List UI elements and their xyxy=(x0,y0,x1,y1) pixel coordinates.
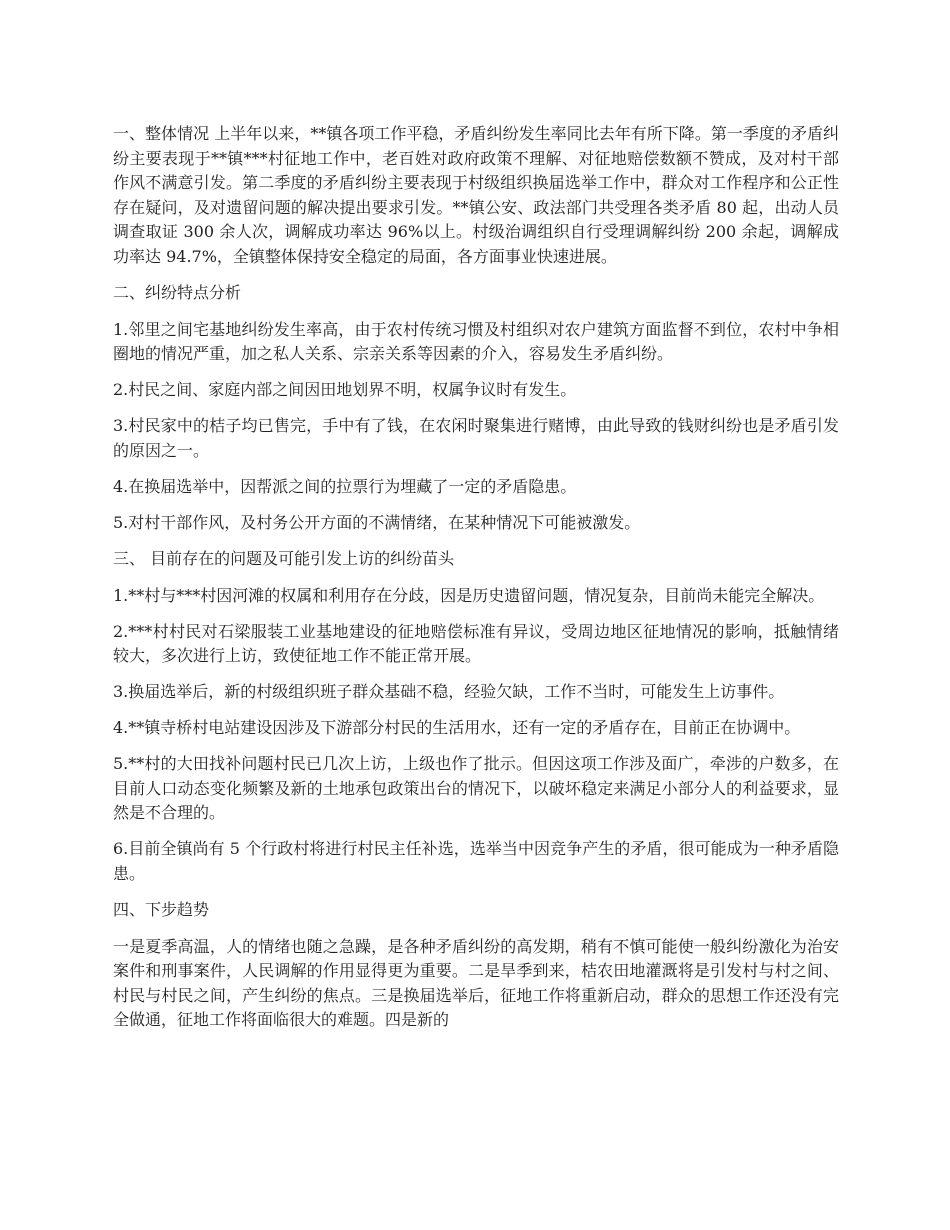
document-body xyxy=(113,122,839,1044)
section-3-item-6: 6.目前全镇尚有 5 个行政村将进行村民主任补选，选举当中因竞争产生的矛盾，很可能成为一种矛盾隐患。 xyxy=(113,839,839,883)
section-2-item-4: 4.在换届选举中，因帮派之间的拉票行为埋藏了一定的矛盾隐患。 xyxy=(113,476,577,496)
section-3-heading: 三、 目前存在的问题及可能引发上访的纠纷苗头 xyxy=(113,548,455,568)
section-3-item-2: 2.***村村民对石梁服装工业基地建设的征地赔偿标准有异议，受周边地区征地情况的影响，抵触情绪较大，多次进行上访，致使征地工作不能正常开展。 xyxy=(113,621,839,665)
section-3-item-5: 5.**村的大田找补问题村民已几次上访，上级也作了批示。但因这项工作涉及面广，牵涉的户数多，在目前人口动态变化频繁及新的土地承包政策出台的情况下，以破坏稳定来满足小部分人的利益要求，显然是不合理的。 xyxy=(113,754,839,822)
section-2-item-1: 1.邻里之间宅基地纠纷发生率高，由于农村传统习惯及村组织对农户建筑方面监督不到位，农村中争相圈地的情况严重，加之私人关系、宗亲关系等因素的介入，容易发生矛盾纠纷。 xyxy=(113,319,839,363)
section-1-overview: 一、整体情况 上半年以来，**镇各项工作平稳，矛盾纠纷发生率同比去年有所下降。第一季度的矛盾纠纷主要表现于**镇***村征地工作中，老百姓对政府政策不理解、对征地赔偿数额不赞成，及对村干部作风不满意引发。第二季度的矛盾纠纷主要表现于村级组织换届选举工作中，群众对工作程序和公正性存在疑问，及对遗留问题的解决提出要求引发。**镇公安、政法部门共受理各类矛盾 80 起，出动人员调查取证 300 余人次，调解成功率达 96%以上。村级治调组织自行受理调解纠纷 200 余起，调解成功率达 94.7%，全镇整体保持安全稳定的局面，各方面事业快速进展。 xyxy=(113,124,839,266)
section-3-item-3: 3.换届选举后，新的村级组织班子群众基础不稳，经验欠缺，工作不当时，可能发生上访事件。 xyxy=(113,682,785,701)
section-2-item-2: 2.村民之间、家庭内部之间因田地划界不明，权属争议时有发生。 xyxy=(113,380,577,399)
section-2-heading: 二、纠纷特点分析 xyxy=(113,282,242,302)
section-2-item-3: 3.村民家中的桔子均已售完，手中有了钱，在农闲时聚集进行赌博，由此导致的钱财纠纷也是矛盾引发的原因之一。 xyxy=(113,416,839,460)
section-2-item-5: 5.对村干部作风，及村务公开方面的不满情绪，在某种情况下可能被激发。 xyxy=(113,512,641,532)
section-4-trends: 一是夏季高温，人的情绪也随之急躁，是各种矛盾纠纷的高发期，稍有不慎可能使一般纠纷激化为治安案件和刑事案件，人民调解的作用显得更为重要。二是旱季到来，桔农田地灌溉将是引发村与村之间、村民与村民之间，产生纠纷的焦点。三是换届选举后，征地工作将重新启动，群众的思想工作还没有完全做通，征地工作将面临很大的难题。四是新的 xyxy=(113,936,839,1029)
section-3-item-1: 1.**村与***村因河滩的权属和利用存在分歧，因是历史遗留问题，情况复杂，目前尚未能完全解决。 xyxy=(113,585,825,605)
section-4-heading: 四、下步趋势 xyxy=(113,899,210,919)
section-3-item-4: 4.**镇寺桥村电站建设因涉及下游部分村民的生活用水，还有一定的矛盾存在，目前正在协调中。 xyxy=(113,718,801,737)
